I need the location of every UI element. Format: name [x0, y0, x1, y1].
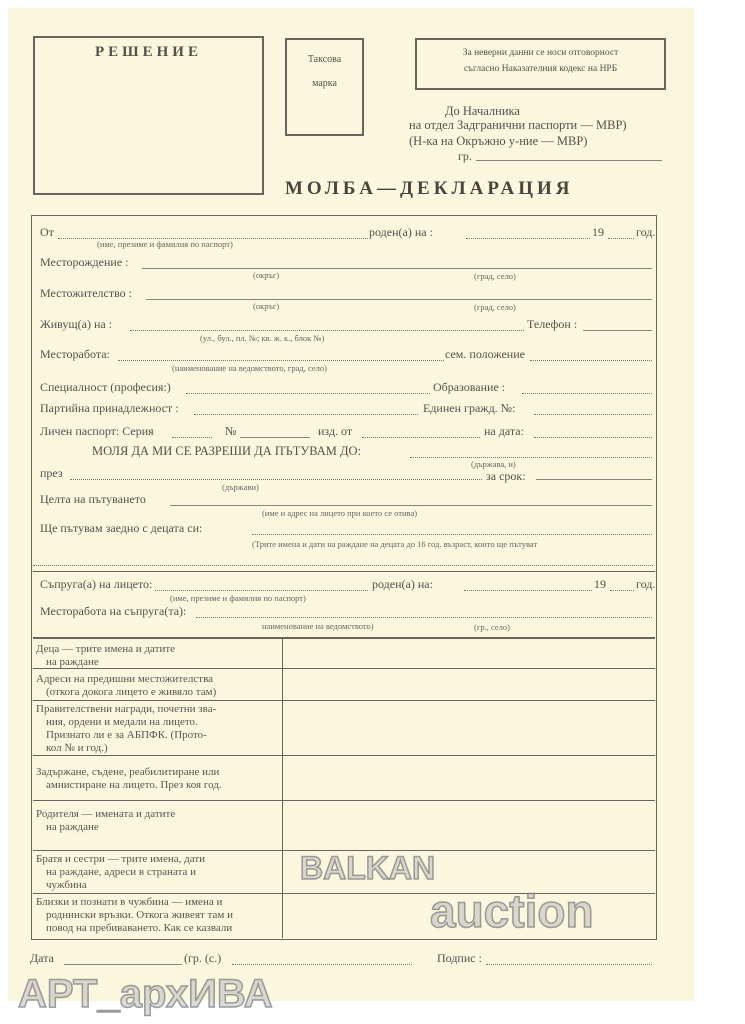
spouse-work-label: Месторабота на съпруга(та):	[40, 604, 187, 618]
phone-label: Телефон :	[527, 317, 578, 331]
date-label: Дата	[30, 951, 54, 965]
stamp-box	[285, 38, 364, 136]
row-label: Братя и сестри — трите имена, дати	[36, 853, 206, 865]
specialty-field[interactable]	[186, 393, 430, 394]
table-row-line	[33, 755, 655, 756]
on-date-label: на дата:	[484, 424, 524, 438]
spouse-work-field[interactable]	[196, 617, 652, 618]
row-label: Близки и познати в чужбина — имена и	[36, 896, 223, 908]
phone-field[interactable]	[583, 330, 652, 331]
passport-no-field[interactable]	[240, 437, 310, 438]
spouse-year-field[interactable]	[610, 590, 634, 591]
row-label: на раждане, адреси в страната и	[46, 866, 196, 878]
row-label: Задържане, съдене, реабилитиране или	[36, 766, 220, 778]
from-label: От	[40, 225, 54, 239]
spouse-label: Съпруга(а) на лицето:	[40, 577, 153, 591]
children-field-2[interactable]	[33, 565, 653, 566]
born-label: роден(а) на :	[369, 225, 433, 239]
date-field[interactable]	[64, 964, 182, 965]
from-hint: (име, презиме и фамилия по паспорт)	[97, 239, 233, 249]
spouse-hint: (име, презиме и фамилия по паспорт)	[170, 593, 306, 603]
row-label: кол № и год.)	[46, 742, 108, 754]
workplace-field[interactable]	[118, 360, 444, 361]
table-row-children	[36, 643, 280, 669]
purpose-field[interactable]	[170, 505, 652, 506]
on-date-field[interactable]	[534, 437, 652, 438]
table-row-line	[33, 800, 655, 801]
row-label: ния, ордени и медали на лицето.	[46, 716, 198, 728]
district-hint-2: (окръг)	[253, 301, 280, 311]
row-label: повод на пребиваването. Как се казвали	[46, 922, 233, 934]
children-hint: (Трите имена и дати на раждане на децата до 16 год. възраст, които ще пътуват	[252, 539, 538, 549]
town-hint-2: (град, село)	[474, 302, 516, 312]
purpose-label: Целта на пътуването	[40, 492, 146, 506]
born-field[interactable]	[466, 238, 590, 239]
addressee-line-1: До Началника	[445, 104, 520, 118]
addressee-line-3: (Н-ка на Окръжно у-ние — МВР)	[409, 134, 588, 148]
table-row-siblings	[36, 853, 280, 892]
education-label: Образование :	[433, 380, 506, 394]
table-row-line	[33, 700, 655, 701]
address-hint: (ул., бул., пл. №; кв. ж. к., блок №)	[200, 333, 325, 343]
spouse-work-hint: наименование на ведомството)	[262, 621, 374, 631]
year-suffix: год.	[636, 225, 656, 239]
via-label: през	[40, 466, 63, 480]
year-prefix: 19	[592, 225, 604, 239]
workplace-label: Месторабота:	[40, 347, 110, 361]
decision-box	[33, 36, 264, 195]
row-label: (откога докога лицето е живяло там)	[46, 686, 217, 698]
marital-field[interactable]	[530, 360, 652, 361]
warning-line-1: За неверни данни се носи отговорност	[462, 48, 619, 58]
spouse-year-suffix: год.	[636, 577, 656, 591]
issued-by-label: изд. от	[318, 424, 353, 438]
spouse-born-label: роден(а) на:	[372, 577, 433, 591]
warning-line-2: съгласно Наказателния кодекс на НРБ	[463, 64, 618, 74]
birthplace-label: Месторождение :	[40, 255, 129, 269]
city-line[interactable]	[476, 160, 662, 161]
table-top-line	[33, 637, 655, 639]
table-row-parents	[36, 808, 280, 834]
table-row-detention	[36, 766, 280, 792]
party-field[interactable]	[194, 414, 418, 415]
education-field[interactable]	[522, 393, 652, 394]
row-label: Деца — трите имена и датите	[36, 643, 176, 655]
signature-field[interactable]	[486, 964, 652, 965]
issued-by-field[interactable]	[362, 437, 480, 438]
spouse-year-prefix: 19	[594, 577, 606, 591]
passport-series-field[interactable]	[172, 437, 212, 438]
row-label: роднински връзки. Откога живеят там и	[46, 909, 233, 921]
row-label: чужбина	[46, 879, 87, 891]
living-at-field[interactable]	[130, 330, 524, 331]
addressee-line-2: на отдел Задгранични паспорти — МВР)	[409, 118, 627, 132]
stamp-label-2: марка	[312, 78, 337, 89]
watermark-balkan: BALKAN	[300, 850, 436, 886]
destination-field[interactable]	[410, 457, 652, 458]
specialty-label: Специалност (професия:)	[40, 380, 171, 394]
request-label: МОЛЯ ДА МИ СЕ РАЗРЕШИ ДА ПЪТУВАМ ДО:	[92, 444, 362, 458]
table-row-relatives-abroad	[36, 896, 280, 935]
stamp-label-1: Таксова	[307, 54, 342, 65]
decision-title: РЕШЕНИЕ	[95, 44, 202, 60]
watermark-art-archive: АРТ_архИВА	[18, 972, 273, 1016]
row-label: на раждане	[46, 821, 99, 833]
countries-hint: (държави)	[222, 482, 259, 492]
period-label: за срок:	[486, 469, 526, 483]
residence-field[interactable]	[146, 299, 652, 300]
children-label: Ще пътувам заедно с децата си:	[40, 521, 203, 535]
spouse-town-hint: (гр., село)	[474, 622, 510, 632]
row-label: на раждане	[46, 656, 99, 668]
row-label: Адреси на предишни местожителства	[36, 673, 214, 685]
children-field[interactable]	[252, 534, 652, 535]
row-label: амнистиране на лицето. През коя год.	[46, 779, 222, 791]
row-label: Признато ли е за АБПФК. (Прото-	[46, 729, 207, 741]
watermark-auction: auction	[430, 885, 594, 937]
residence-label: Местожителство :	[40, 286, 133, 300]
year-field[interactable]	[608, 238, 634, 239]
form-title: МОЛБА—ДЕКЛАРАЦИЯ	[285, 178, 574, 199]
period-field[interactable]	[536, 479, 652, 480]
town-hint: (град, село)	[474, 271, 516, 281]
spouse-born-field[interactable]	[464, 590, 592, 591]
birthplace-field[interactable]	[142, 268, 652, 269]
workplace-hint: (наименование на ведомството, град, село)	[172, 363, 327, 373]
passport-label: Личен паспорт: Серия	[40, 424, 154, 438]
warning-box	[415, 38, 666, 90]
party-label: Партийна принадлежност :	[40, 401, 179, 415]
civil-no-field[interactable]	[534, 414, 652, 415]
town-label: (гр. (с.)	[184, 951, 222, 965]
via-field[interactable]	[70, 479, 482, 480]
host-hint: (име и адрес на лицето при което се отива)	[262, 508, 418, 518]
city-label: гр.	[458, 149, 472, 163]
signature-label: Подпис :	[437, 951, 482, 965]
living-at-label: Живущ(а) на :	[40, 317, 113, 331]
town-field[interactable]	[232, 964, 412, 965]
passport-no-label: №	[225, 424, 237, 438]
table-row-awards	[36, 703, 280, 755]
row-label: Родителя — имената и датите	[36, 808, 176, 820]
country-and-hint: (държава, и)	[471, 459, 516, 469]
marital-label: сем. положение	[445, 347, 525, 361]
table-row-addresses	[36, 673, 280, 699]
row-label: Правителствени награди, почетни зва-	[36, 703, 217, 715]
civil-no-label: Единен гражд. №:	[423, 401, 516, 415]
spouse-field[interactable]	[155, 590, 368, 591]
district-hint: (окръг)	[253, 270, 280, 280]
section-divider	[33, 571, 655, 572]
